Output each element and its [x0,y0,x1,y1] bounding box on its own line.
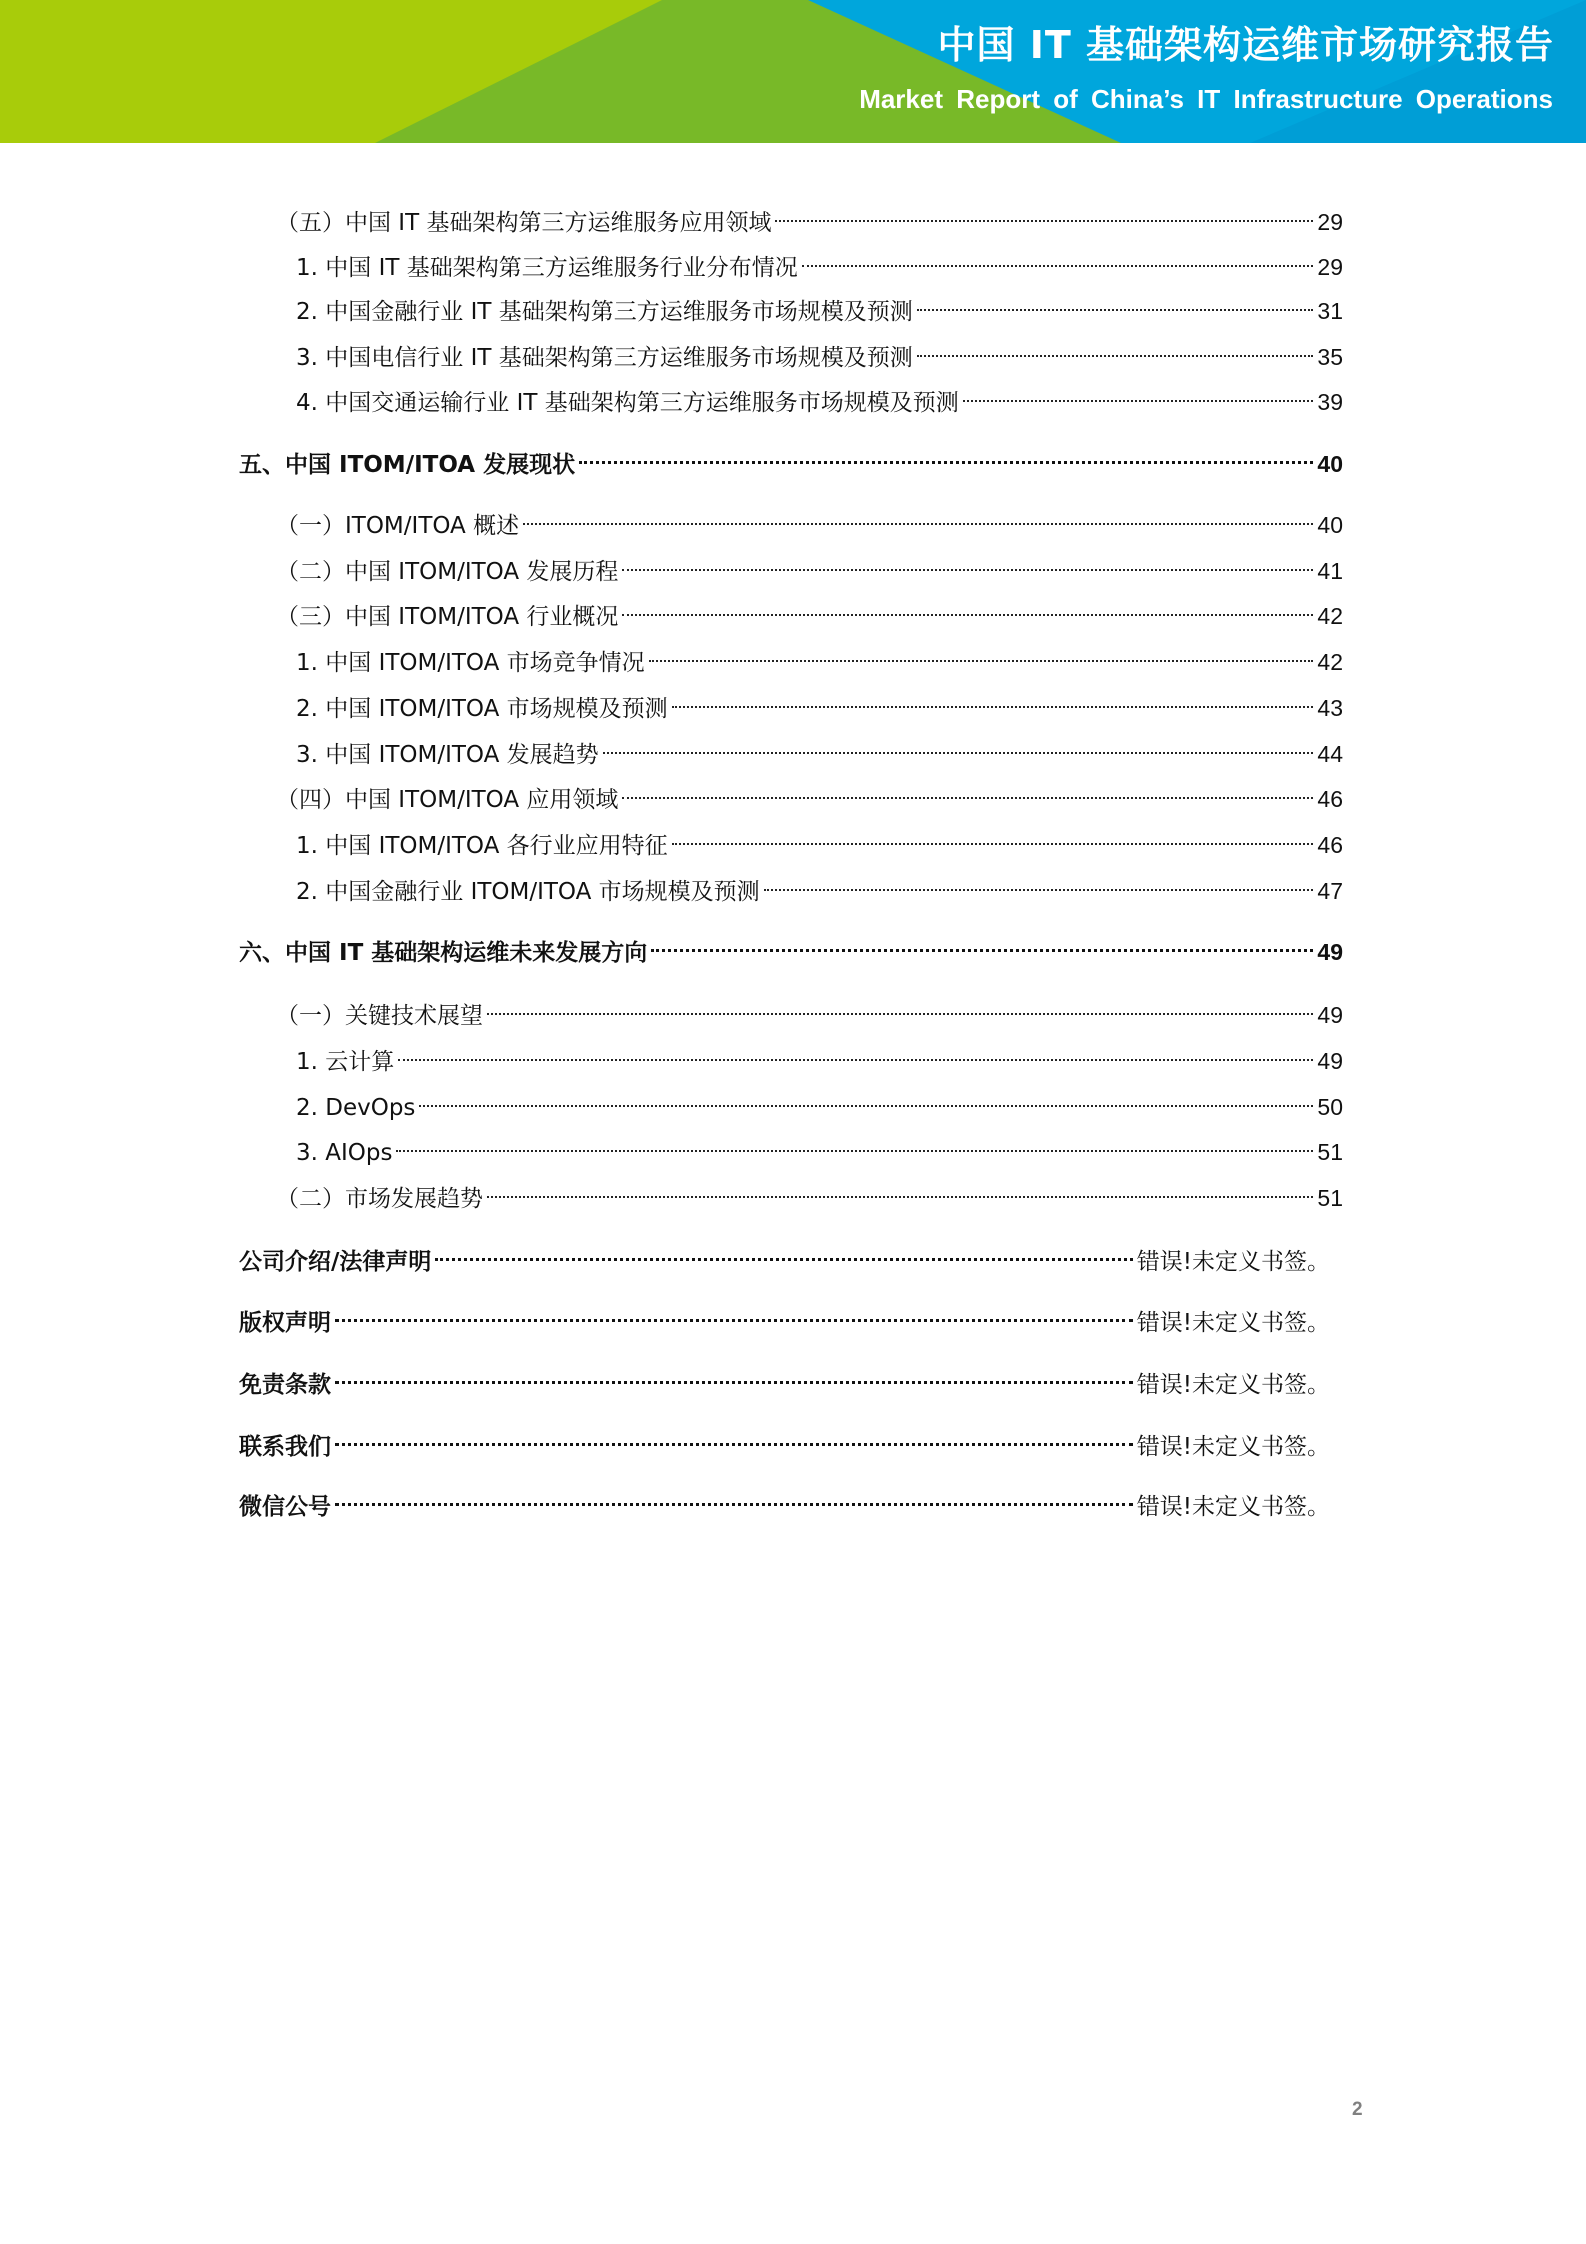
toc-entry-page: 29 [1317,209,1343,235]
toc-entry-label: 4. 中国交通运输行业 IT 基础架构第三方运维服务市场规模及预测 [296,390,959,416]
toc-entry[interactable] [296,728,1343,768]
toc-entry-label: 1. 云计算 [296,1049,395,1075]
dot-leader [335,1296,1133,1330]
toc-entry[interactable] [296,819,1343,859]
dot-leader [622,545,1313,579]
toc-entry-label: （三）中国 ITOM/ITOA 行业概况 [276,604,619,630]
dot-leader [487,1172,1313,1206]
toc-section-heading[interactable] [239,1480,1330,1520]
toc-section-heading[interactable] [239,926,1343,966]
dot-leader [802,241,1314,275]
dot-leader [335,1480,1133,1514]
toc-entry[interactable] [296,241,1343,281]
toc-entry-label: 2. DevOps [296,1095,416,1121]
toc-entry-label: 五、中国 ITOM/ITOA 发展现状 [239,452,576,478]
toc-entry-page: 51 [1317,1139,1343,1165]
dot-leader [963,376,1314,410]
toc-entry-label: 3. 中国电信行业 IT 基础架构第三方运维服务市场规模及预测 [296,345,913,371]
toc-entry-page: 40 [1317,451,1343,477]
banner-background-graphic [0,0,1586,143]
toc-section-heading[interactable] [239,1296,1330,1336]
toc-entry-page: 50 [1317,1094,1343,1120]
dot-leader [764,865,1314,899]
toc-entry-label: （一）ITOM/ITOA 概述 [276,513,520,539]
toc-section-heading[interactable] [239,1358,1330,1398]
report-subtitle: Market Report of China’s IT Infrastructure Operations [859,84,1553,114]
toc-entry-page: 44 [1317,741,1343,767]
toc-entry-label: 3. AIOps [296,1140,393,1166]
dot-leader [622,773,1313,807]
toc-entry[interactable] [276,590,1343,630]
bookmark-error-text: 错误!未定义书签。 [1136,1494,1330,1520]
toc-entry-page: 29 [1317,254,1343,280]
dot-leader [435,1235,1132,1269]
toc-entry-page: 46 [1317,832,1343,858]
toc-entry-label: （二）中国 ITOM/ITOA 发展历程 [276,559,619,585]
toc-entry[interactable] [296,682,1343,722]
toc-entry-label: （二）市场发展趋势 [276,1186,483,1212]
toc-entry-label: 版权声明 [239,1310,331,1336]
toc-section-heading[interactable] [239,438,1343,478]
dot-leader [775,196,1313,230]
dot-leader [603,728,1314,762]
toc-entry[interactable] [296,1126,1343,1166]
toc-entry[interactable] [276,545,1343,585]
bookmark-error-text: 错误!未定义书签。 [1136,1372,1330,1398]
dot-leader [579,438,1313,472]
toc-entry-page: 49 [1317,939,1343,965]
toc-entry[interactable] [276,773,1343,813]
toc-entry-page: 47 [1317,878,1343,904]
bookmark-error-text: 错误!未定义书签。 [1136,1434,1330,1460]
toc-entry-page: 31 [1317,298,1343,324]
toc-entry-label: 联系我们 [239,1434,331,1460]
toc-entry-page: 46 [1317,786,1343,812]
toc-entry[interactable] [296,1035,1343,1075]
toc-entry[interactable] [296,331,1343,371]
toc-entry-page: 41 [1317,558,1343,584]
page-number: 2 [1352,2099,1363,2120]
toc-entry[interactable] [276,196,1343,236]
toc-section-heading[interactable] [239,1235,1330,1275]
dot-leader [419,1081,1313,1115]
toc-entry-page: 49 [1317,1048,1343,1074]
toc-entry-page: 40 [1317,512,1343,538]
dot-leader [398,1035,1313,1069]
toc-entry-page: 42 [1317,603,1343,629]
toc-entry-page: 49 [1317,1002,1343,1028]
toc-entry-page: 42 [1317,649,1343,675]
toc-entry-label: 3. 中国 ITOM/ITOA 发展趋势 [296,742,599,768]
toc-entry-page: 51 [1317,1185,1343,1211]
toc-entry[interactable] [276,989,1343,1029]
toc-entry-label: 免责条款 [239,1372,331,1398]
toc-entry[interactable] [276,499,1343,539]
toc-entry[interactable] [296,1081,1343,1121]
toc-entry[interactable] [296,865,1343,905]
toc-entry-label: （五）中国 IT 基础架构第三方运维服务应用领域 [276,210,772,236]
toc-entry[interactable] [276,1172,1343,1212]
toc-entry[interactable] [296,285,1343,325]
toc-entry-label: （四）中国 ITOM/ITOA 应用领域 [276,787,619,813]
report-title: 中国 IT 基础架构运维市场研究报告 [937,23,1554,67]
toc-entry-page: 35 [1317,344,1343,370]
dot-leader [487,989,1313,1023]
toc-entry-label: 1. 中国 IT 基础架构第三方运维服务行业分布情况 [296,255,798,281]
toc-entry-label: 2. 中国金融行业 IT 基础架构第三方运维服务市场规模及预测 [296,299,913,325]
dot-leader [335,1420,1133,1454]
toc-entry-label: 六、中国 IT 基础架构运维未来发展方向 [239,940,648,966]
report-header-banner [0,0,1586,143]
toc-entry-label: 1. 中国 ITOM/ITOA 市场竞争情况 [296,650,645,676]
toc-entry-label: 微信公号 [239,1494,331,1520]
toc-section-heading[interactable] [239,1420,1330,1460]
toc-entry-page: 43 [1317,695,1343,721]
toc-entry[interactable] [296,376,1343,416]
dot-leader [649,636,1314,670]
dot-leader [523,499,1313,533]
toc-entry-label: 2. 中国 ITOM/ITOA 市场规模及预测 [296,696,668,722]
dot-leader [672,819,1314,853]
toc-entry-label: 公司介绍/法律声明 [239,1249,432,1275]
toc-entry[interactable] [296,636,1343,676]
dot-leader [917,331,1314,365]
dot-leader [622,590,1313,624]
dot-leader [651,926,1313,960]
dot-leader [396,1126,1313,1160]
toc-entry-label: 2. 中国金融行业 ITOM/ITOA 市场规模及预测 [296,879,760,905]
dot-leader [335,1358,1133,1392]
dot-leader [672,682,1314,716]
toc-entry-label: 1. 中国 ITOM/ITOA 各行业应用特征 [296,833,668,859]
dot-leader [917,285,1314,319]
toc-entry-page: 39 [1317,389,1343,415]
bookmark-error-text: 错误!未定义书签。 [1136,1310,1330,1336]
toc-entry-label: （一）关键技术展望 [276,1003,483,1029]
bookmark-error-text: 错误!未定义书签。 [1136,1249,1330,1275]
